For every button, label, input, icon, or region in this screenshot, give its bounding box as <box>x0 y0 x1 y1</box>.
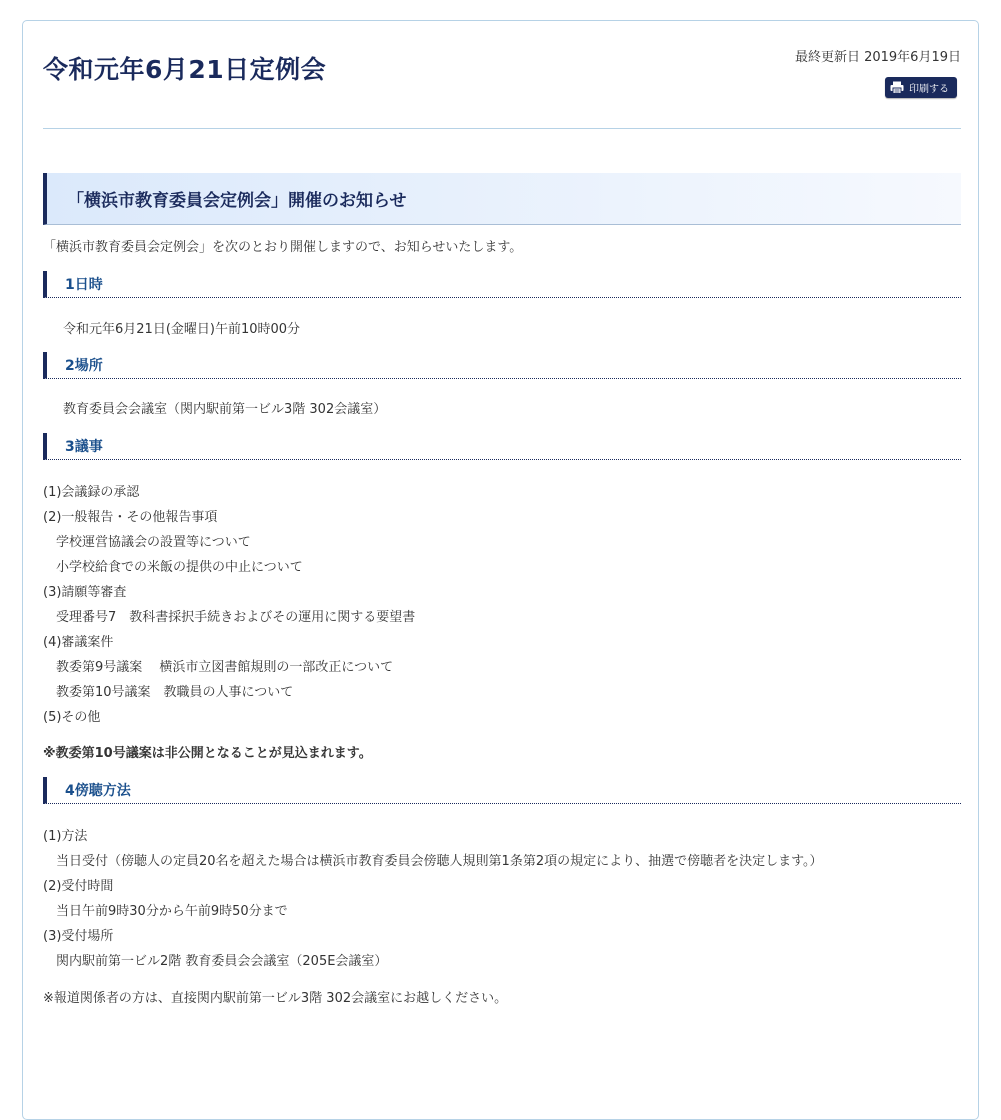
agenda-line: 教委第9号議案 横浜市立図書館規則の一部改正について <box>56 660 394 675</box>
heading-observation: 4傍聴方法 <box>43 777 961 804</box>
heading-datetime: 1日時 <box>43 271 961 298</box>
agenda-line: (1)会議録の承認 <box>43 485 140 500</box>
observation-line: 関内駅前第一ビル2階 教育委員会会議室（205E会議室） <box>56 954 388 969</box>
agenda-line: (5)その他 <box>43 710 101 725</box>
heading-agenda: 3議事 <box>43 433 961 460</box>
last-updated: 最終更新日 2019年6月19日 <box>794 50 961 65</box>
observation-line: 当日受付（傍聴人の定員20名を超えた場合は横浜市教育委員会傍聴人規則第1条第2項の規定により、抽選で傍聴者を決定します。） <box>56 854 823 869</box>
section-heading: 「横浜市教育委員会定例会」開催のお知らせ <box>43 173 961 225</box>
agenda-line: 学校運営協議会の設置等について <box>56 535 251 550</box>
agenda-line: (4)審議案件 <box>43 635 114 650</box>
page-title: 令和元年6月21日定例会 <box>43 55 327 84</box>
agenda-line: 教委第10号議案 教職員の人事について <box>56 685 294 700</box>
agenda-line: (2)一般報告・その他報告事項 <box>43 510 218 525</box>
agenda-line: (3)請願等審査 <box>43 585 127 600</box>
observation-line: (2)受付時間 <box>43 879 114 894</box>
observation-line: 当日午前9時30分から午前9時50分まで <box>56 904 288 919</box>
observation-line: (1)方法 <box>43 829 88 844</box>
agenda-note: ※教委第10号議案は非公開となることが見込まれます。 <box>43 746 372 761</box>
place-value: 教育委員会会議室（関内駅前第一ビル3階 302会議室） <box>63 402 387 417</box>
intro-text: 「横浜市教育委員会定例会」を次のとおり開催しますので、お知らせいたします。 <box>43 240 523 255</box>
heading-place: 2場所 <box>43 352 961 379</box>
observation-line: (3)受付場所 <box>43 929 114 944</box>
title-divider <box>43 128 961 129</box>
agenda-line: 受理番号7 教科書採択手続きおよびその運用に関する要望書 <box>56 610 416 625</box>
print-button[interactable] <box>885 77 957 98</box>
agenda-line: 小学校給食での米飯の提供の中止について <box>56 560 303 575</box>
printer-icon <box>890 81 904 94</box>
datetime-value: 令和元年6月21日(金曜日)午前10時00分 <box>63 322 301 337</box>
observation-note: ※報道関係者の方は、直接関内駅前第一ビル3階 302会議室にお越しください。 <box>43 991 508 1006</box>
print-label: 印刷する <box>909 84 949 95</box>
